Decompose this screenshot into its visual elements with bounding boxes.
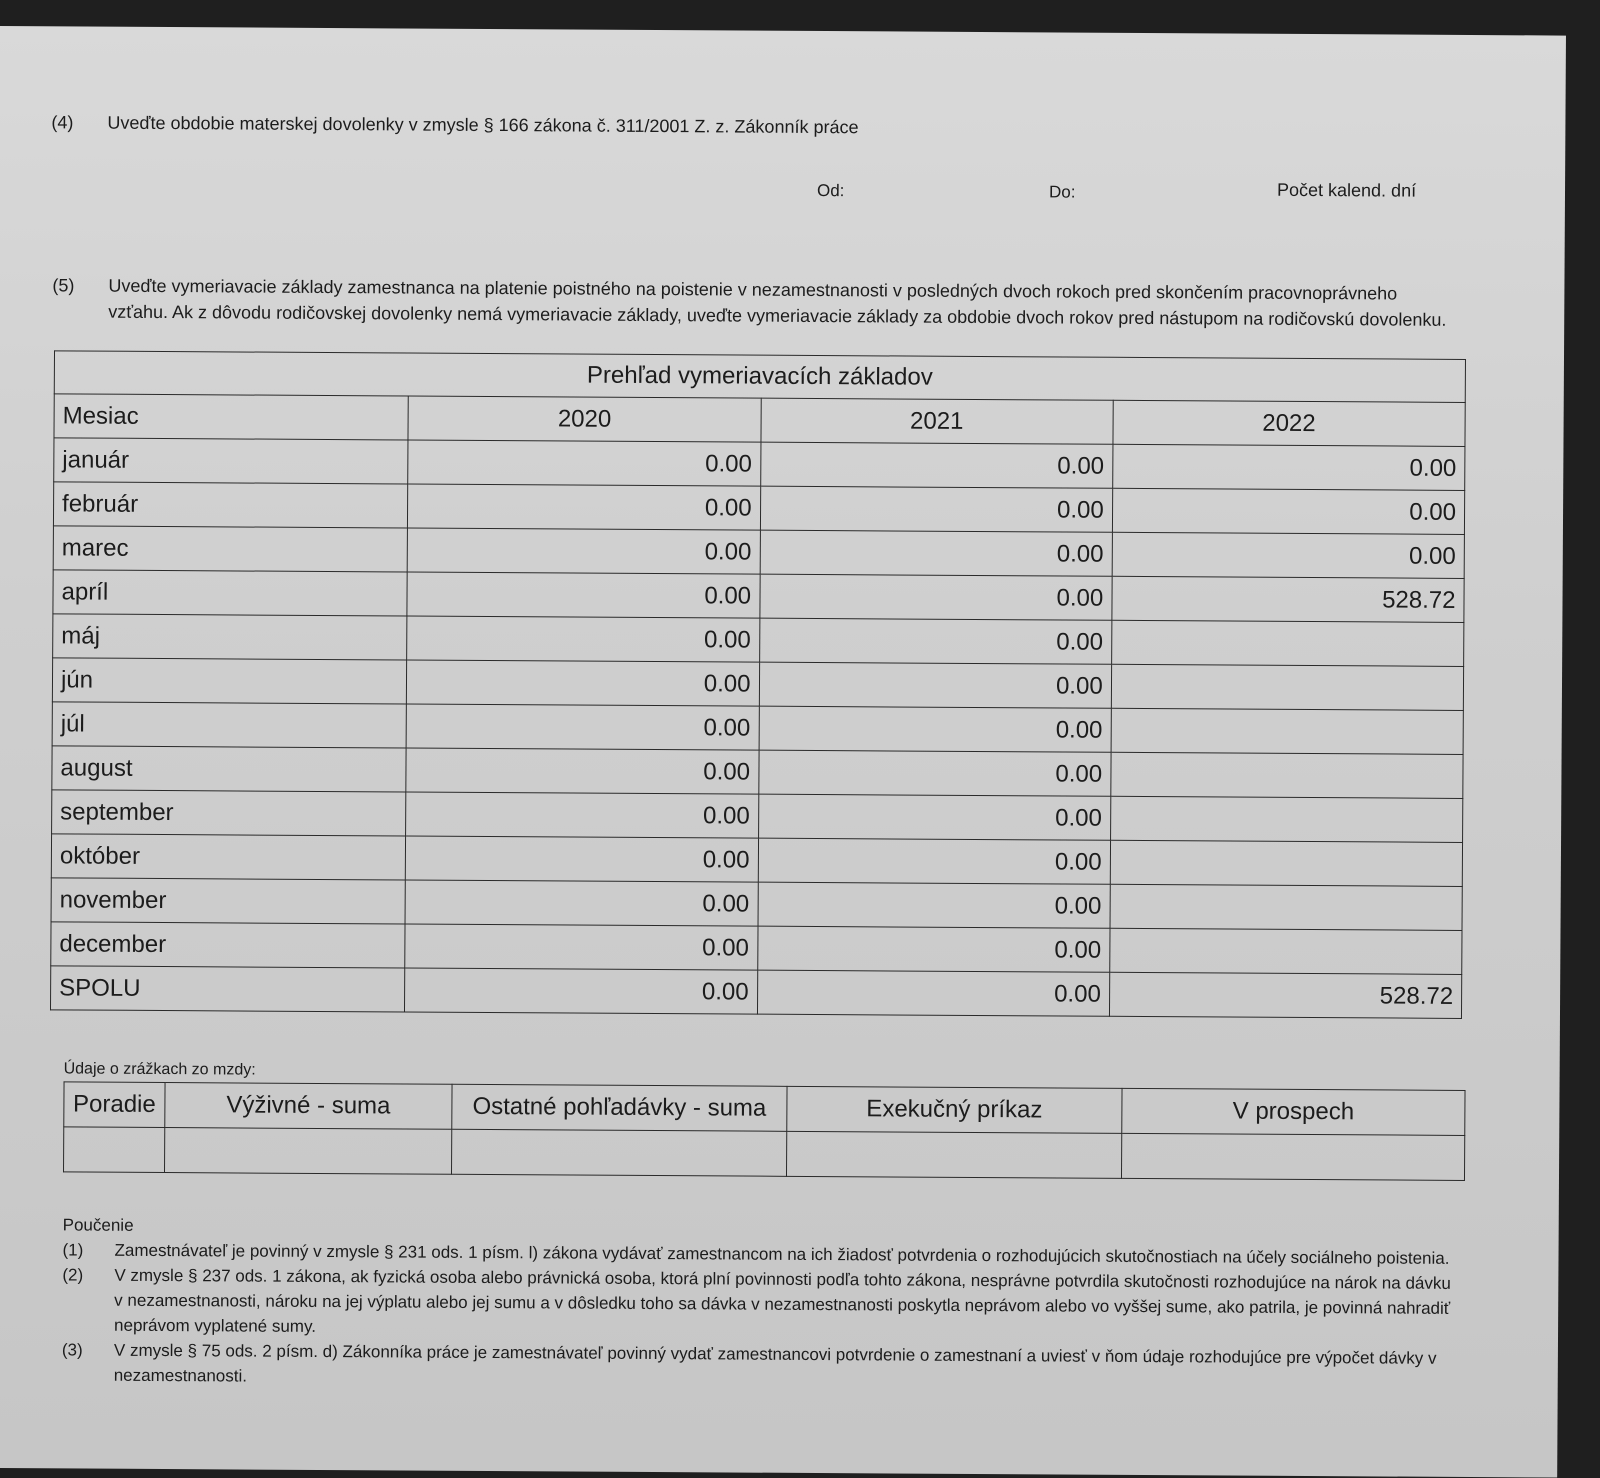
value-2020-cell: 0.00 (407, 572, 759, 618)
value-2022-cell: 0.00 (1112, 488, 1465, 534)
month-cell: august (52, 746, 407, 792)
section-5 (52, 272, 1452, 333)
poucenie-item (62, 1262, 1462, 1346)
value-2021-cell: 0.00 (760, 442, 1112, 488)
month-cell: SPOLU (50, 966, 405, 1012)
poradie-cell[interactable] (64, 1127, 165, 1173)
poucenie-item-number: (3) (61, 1340, 83, 1360)
poucenie-section (62, 1212, 1463, 1396)
do-label: Do: (1048, 182, 1076, 202)
value-2020-cell: 0.00 (408, 484, 760, 530)
document-page (0, 26, 1566, 1478)
value-2022-cell (1109, 928, 1462, 974)
poucenie-title: Poučenie (62, 1215, 134, 1235)
month-cell: október (51, 834, 406, 880)
value-2022-cell (1111, 664, 1464, 710)
value-2022-cell: 0.00 (1112, 444, 1465, 490)
header-exekucny: Exekučný príkaz (787, 1086, 1122, 1133)
month-cell: september (52, 790, 407, 836)
section-4 (51, 112, 858, 138)
exekucny-cell[interactable] (786, 1131, 1121, 1178)
value-2021-cell: 0.00 (760, 486, 1112, 532)
value-2022-cell (1111, 708, 1464, 754)
section-4-text: Uveďte obdobie materskej dovolenky v zmysle § 166 zákona č. 311/2001 Z. z. Zákonník práce (107, 112, 859, 138)
ostatne-cell[interactable] (451, 1129, 786, 1176)
month-cell: máj (53, 614, 408, 660)
value-2021-cell: 0.00 (757, 970, 1109, 1016)
value-2022-cell (1110, 796, 1463, 842)
value-2021-cell: 0.00 (758, 794, 1110, 840)
section-5-number: (5) (52, 275, 75, 296)
value-2020-cell: 0.00 (408, 440, 760, 486)
value-2020-cell: 0.00 (406, 748, 758, 794)
header-2022: 2022 (1113, 400, 1466, 446)
overview-table (50, 350, 1466, 1019)
value-2022-cell: 528.72 (1112, 576, 1465, 622)
deductions-row (64, 1127, 1465, 1181)
value-2020-cell: 0.00 (406, 792, 758, 838)
value-2021-cell: 0.00 (759, 662, 1111, 708)
v-prospech-cell[interactable] (1121, 1133, 1464, 1180)
value-2021-cell: 0.00 (758, 882, 1110, 928)
header-ostatne: Ostatné pohľadávky - suma (452, 1084, 787, 1131)
poucenie-item-text: V zmysle § 237 ods. 1 zákona, ak fyzická osoba alebo právnická osoba, ktorá plní povinnosti podľa tohto zákona, nesprávne potvrdila skutočnosti rozhodujúce na nárok na dávku v nezamestnanosti, nároku na jej výplatu alebo jej sumu a v dôsledku toho sa dávka v nezamestnanosti poskytla neprávom alebo vo vyššej sume, ako patrila, je povinná nahradiť neprávom vyplatené sumy. (114, 1265, 1451, 1336)
value-2022-cell (1110, 884, 1463, 930)
value-2021-cell: 0.00 (758, 838, 1110, 884)
deductions-table (63, 1081, 1466, 1181)
header-2021: 2021 (761, 398, 1113, 444)
poucenie-item-text: V zmysle § 75 ods. 2 písm. d) Zákonníka práce je zamestnávateľ povinný vydať zamestnancovi potvrdenie o zamestnaní a uviesť v ňom údaje rozhodujúce pre výpočet dávky v nezamestnanosti. (113, 1340, 1437, 1386)
value-2020-cell: 0.00 (408, 528, 760, 574)
poucenie-item (62, 1337, 1462, 1396)
month-cell: február (53, 482, 408, 528)
month-cell: november (51, 878, 406, 924)
value-2022-cell (1111, 752, 1464, 798)
header-mesiac: Mesiac (54, 394, 409, 440)
value-2020-cell: 0.00 (406, 704, 758, 750)
value-2022-cell: 528.72 (1109, 972, 1462, 1018)
month-cell: december (51, 922, 406, 968)
overview-table-title: Prehľad vymeriavacích základov (54, 351, 1465, 403)
value-2020-cell: 0.00 (405, 924, 757, 970)
value-2022-cell (1110, 840, 1463, 886)
value-2021-cell: 0.00 (757, 926, 1109, 972)
value-2020-cell: 0.00 (407, 616, 759, 662)
poucenie-item-number: (1) (62, 1240, 84, 1260)
value-2020-cell: 0.00 (407, 660, 759, 706)
month-cell: júl (52, 702, 407, 748)
value-2020-cell: 0.00 (405, 968, 757, 1014)
value-2021-cell: 0.00 (759, 706, 1111, 752)
header-poradie: Poradie (64, 1082, 165, 1128)
deductions-label: Údaje o zrážkach zo mzdy: (63, 1060, 256, 1079)
month-cell: apríl (53, 570, 408, 616)
section-4-number: (4) (51, 112, 74, 133)
poucenie-item-text: Zamestnávateľ je povinný v zmysle § 231 ods. 1 písm. l) zákona vydávať zamestnancom na ich žiadosť potvrdenia o rozhodujúcich skutočnostiach na účely sociálneho poistenia. (114, 1240, 1450, 1268)
od-label: Od: (816, 180, 845, 201)
value-2020-cell: 0.00 (406, 836, 758, 882)
section-5-text: Uveďte vymeriavacie základy zamestnanca na platenie poistného na poistenie v nezamestnanosti v posledných dvoch rokoch pred skončením pracovnoprávneho vzťahu. Ak z dôvodu rodičovskej dovolenky nemá vymeriavacie základy, uveďte vymeriavacie základy za obdobie dvoch rokov pred nástupom na rodičovskú dovolenku. (108, 275, 1447, 330)
month-cell: marec (53, 526, 408, 572)
header-vyzivne: Výživné - suma (165, 1083, 452, 1130)
total-row (50, 966, 1461, 1019)
value-2020-cell: 0.00 (405, 880, 757, 926)
header-2020: 2020 (408, 396, 760, 442)
value-2022-cell: 0.00 (1112, 532, 1465, 578)
value-2021-cell: 0.00 (760, 530, 1112, 576)
month-cell: jún (52, 658, 407, 704)
vyzivne-cell[interactable] (164, 1128, 451, 1175)
value-2021-cell: 0.00 (759, 618, 1111, 664)
month-cell: január (54, 438, 409, 484)
poucenie-item-number: (2) (62, 1265, 84, 1285)
pocet-dni-label: Počet kalend. dní (1276, 179, 1417, 201)
value-2021-cell: 0.00 (758, 750, 1110, 796)
value-2022-cell (1111, 620, 1464, 666)
value-2021-cell: 0.00 (759, 574, 1111, 620)
header-v-prospech: V prospech (1122, 1088, 1465, 1135)
